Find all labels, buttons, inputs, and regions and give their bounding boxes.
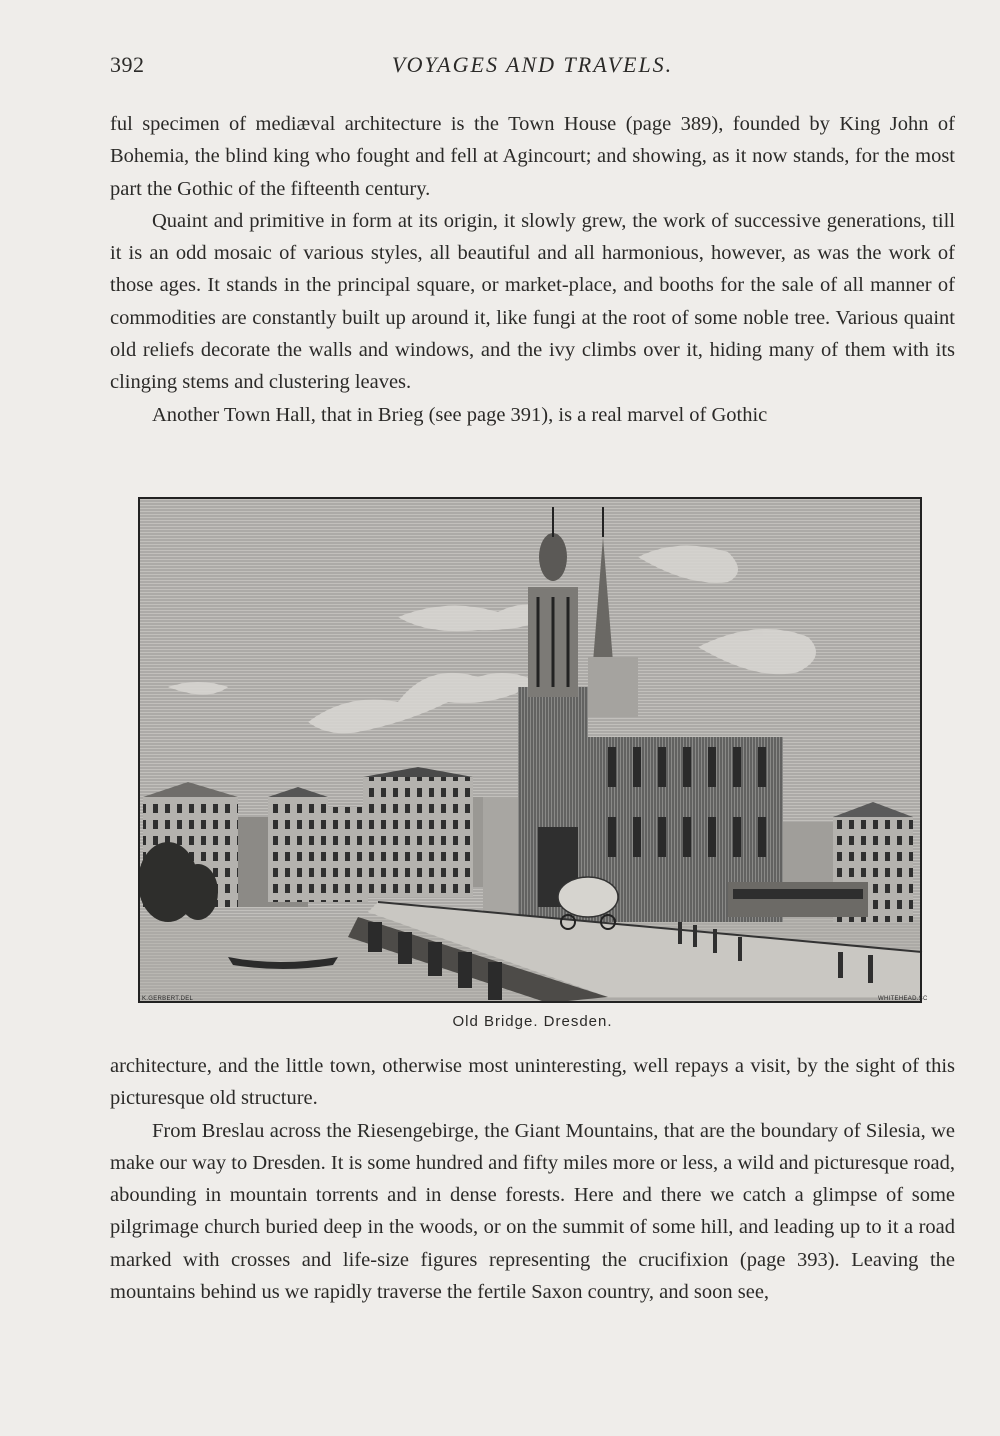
running-title: VOYAGES AND TRAVELS. [391,52,674,77]
engraver-credit-right: WHITEHEAD.SC [878,996,928,1002]
paragraph: ful specimen of mediæval architecture is the Town House (page 389), founded by King John of Bohemia, the blind king who fought and fell at Agincourt; and showing, as it now stands, for the most part the Gothic of the fifteenth century. [110,113,955,200]
figure-caption: Old Bridge. Dresden. [452,1013,613,1030]
engraving-old-bridge-dresden [138,497,928,1003]
paragraph: Quaint and primitive in form at its origin, it slowly grew, the work of successive generations, till it is an odd mosaic of various styles, all beautiful and all harmonious, however, as was the work of those ages. It stands in the principal square, or market-place, and booths for the sale of all manner of commodities are constantly built up around it, like fungi at the root of some noble tree. Various quaint old reliefs decorate the walls and windows, and the ivy climbs over it, hiding many of them with its clinging stems and clustering leaves. [110,209,955,394]
body-text-top [110,108,955,431]
body-text-bottom [110,1050,955,1308]
paragraph: Another Town Hall, that in Brieg (see page 391), is a real marvel of Gothic [152,403,768,426]
paragraph: architecture, and the little town, otherwise most uninteresting, well repays a visit, by the sight of this picturesque old structure. [110,1055,955,1110]
paragraph: From Breslau across the Riesengebirge, the Giant Mountains, that are the boundary of Silesia, we make our way to Dresden. It is some hundred and fifty miles more or less, a wild and picturesque road, abounding in mountain torrents and in dense forests. Here and there we catch a glimpse of some pilgrimage church buried deep in the woods, or on the summit of some hill, and leading up to it a road marked with crosses and life-size figures representing the crucifixion (page 393). Leaving the mountains behind us we rapidly traverse the fertile Saxon country, and soon see, [110,1119,955,1304]
page-number: 392 [110,52,145,77]
page-header [110,52,955,86]
engraver-credit-left: K.GERBERT.DEL [142,996,194,1002]
